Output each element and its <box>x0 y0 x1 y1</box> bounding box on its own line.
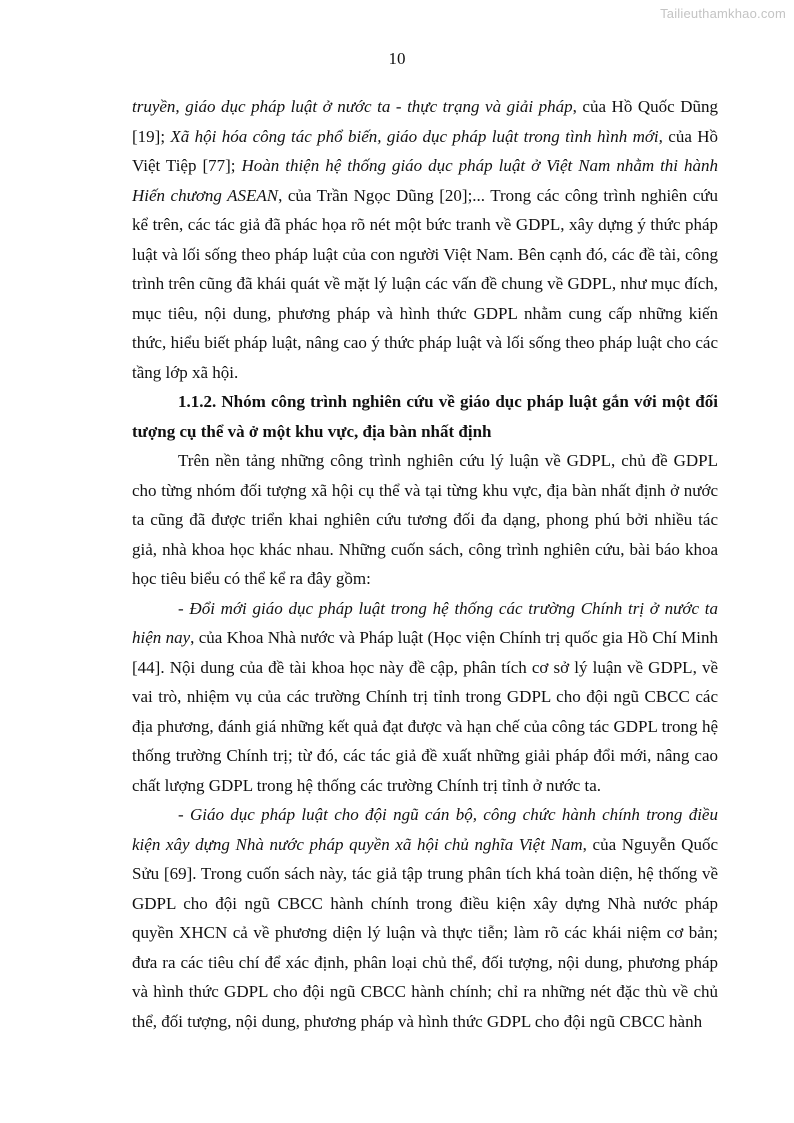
cited-title: Đổi mới giáo dục pháp luật trong hệ thống các trường Chính trị ở nước ta hiện nay <box>132 598 718 647</box>
cited-title: truyền, giáo dục pháp luật ở nước ta - thực trạng và giải pháp <box>132 97 573 116</box>
paragraph-text: , của Nguyễn Quốc Sửu [69]. Trong cuốn sách này, tác giả tập trung phân tích khá toàn diện, hệ thống về GDPL cho đội ngũ CBCC hành chính trong điều kiện xây dựng Nhà nước pháp quyền XHCN cả về phương diện lý luận và thực tiễn; làm rõ các khái niệm cơ bản; đưa ra các tiêu chí để xác định, phân loại chủ thể, đối tượng, nội dung, phương pháp và hình thức GDPL cho đội ngũ CBCC hành chính; chỉ ra những nét đặc thù về chủ thể, đối tượng, nội dung, phương pháp và hình thức GDPL cho đội ngũ CBCC hành <box>132 834 718 1031</box>
citation-text: của Hồ Việt Tiệp [77]; <box>132 126 719 175</box>
page-number: 10 <box>388 49 406 68</box>
document-body <box>132 92 718 1036</box>
cited-title: Giáo dục pháp luật cho đội ngũ cán bộ, công chức hành chính trong điều kiện xây dựng Nhà nước pháp quyền xã hội chủ nghĩa Việt Nam <box>132 805 718 854</box>
paragraph-continued <box>132 92 718 387</box>
cited-title: Xã hội hóa công tác phổ biến, giáo dục pháp luật trong tình hình mới, <box>170 126 663 146</box>
paragraph-text: , của Trần Ngọc Dũng [20];... Trong các công trình nghiên cứu kể trên, các tác giả đã phác họa rõ nét một bức tranh về GDPL, xây dựng ý thức pháp luật và lối sống theo pháp luật của con người Việt Nam. Bên cạnh đó, các đề tài, công trình trên cũng đã khái quát về mặt lý luận các vấn đề chung về GDPL, như mục đích, mục tiêu, nội dung, phương pháp và hình thức GDPL nhằm cung cấp những kiến thức, hiểu biết pháp luật, nâng cao ý thức pháp luật và lối sống theo pháp luật cho các tầng lớp xã hội. <box>132 185 718 382</box>
paragraph-text: , của Khoa Nhà nước và Pháp luật (Học viện Chính trị quốc gia Hồ Chí Minh [44]. Nội dung của đề tài khoa học này đề cập, phân tích cơ sở lý luận về GDPL, về vai trò, nhiệm vụ của các trường Chính trị tỉnh trong GDPL cho đội ngũ CBCC các địa phương, đánh giá những kết quả đạt được và hạn chế của công tác GDPL trong hệ thống trường Chính trị; từ đó, các tác giả đề xuất những giải pháp đổi mới, nâng cao chất lượng GDPL trong hệ thống các trường Chính trị tỉnh ở nước ta. <box>132 628 718 795</box>
list-item-reference <box>132 800 718 1036</box>
list-item-reference <box>132 594 718 801</box>
citation-text: , của Hồ Quốc Dũng [19]; <box>132 97 718 146</box>
cited-title: Hoàn thiện hệ thống giáo dục pháp luật ở Việt Nam nhằm thi hành Hiến chương ASEAN <box>132 156 718 205</box>
paragraph-intro: Trên nền tảng những công trình nghiên cứu lý luận về GDPL, chủ đề GDPL cho từng nhóm đối tượng xã hội cụ thể và tại từng khu vực, địa bàn nhất định ở nước ta cũng đã được triển khai nghiên cứu tương đối đa dạng, phong phú bởi nhiều tác giả, nhà khoa học khác nhau. Những cuốn sách, công trình nghiên cứu, bài báo khoa học tiêu biểu có thể kể ra đây gồm: <box>132 451 718 588</box>
section-heading: 1.1.2. Nhóm công trình nghiên cứu về giáo dục pháp luật gắn với một đối tượng cụ thể và ở một khu vực, địa bàn nhất định <box>132 392 718 441</box>
list-dash: - <box>178 598 190 618</box>
list-dash: - <box>178 805 190 824</box>
watermark: Tailieuthamkhao.com <box>660 6 786 21</box>
